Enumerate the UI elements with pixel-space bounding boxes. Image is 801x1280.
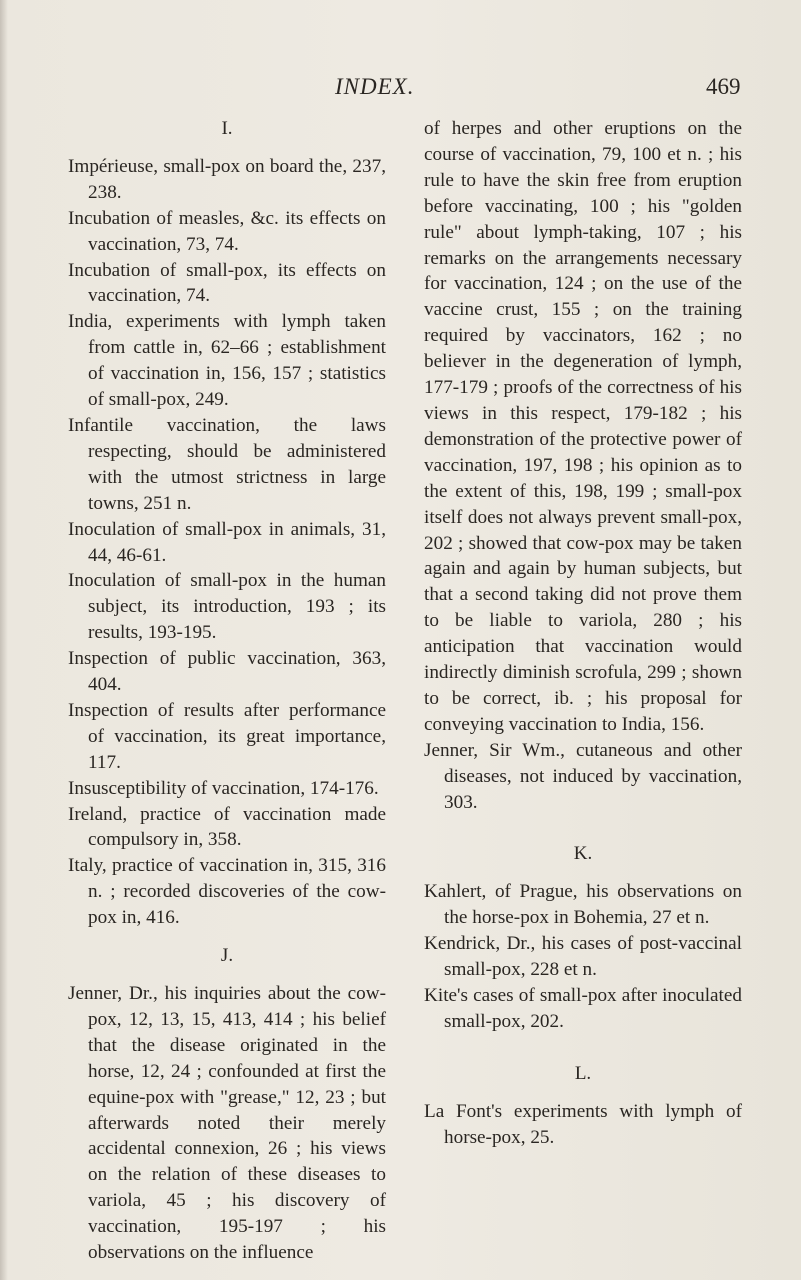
index-entry-continuation: of herpes and other eruptions on the course of vaccination, 79, 100 et n. ; his rule to have the skin free from eruption before vaccinating, 100 ; his "golden rule" about lymph-taking, 107 ; his remarks on the arrangements necessary for vaccination, 124 ; on the use of the vaccine crust, 155 ; on the training required by vaccinators, 162 ; no believer in the degeneration of lymph, 177-179 ; proofs of the correctness of his views in this respect, 179-182 ; his demonstration of the protective power of vaccination, 197, 198 ; his opinion as to the extent of this, 198, 199 ; small-pox itself does not always prevent small-pox, 202 ; showed that cow-pox may be taken again and again by human subjects, but that a second taking did not prove them to be liable to variola, 280 ; his anticipation that vaccination would indirectly diminish scrofula, 299 ; shown to be correct, ib. ; his proposal for conveying vaccination to India, 156.: [424, 118, 742, 735]
index-entry: La Font's experiments with lymph of horse-pox, 25.: [424, 1100, 742, 1148]
index-entry: Kendrick, Dr., his cases of post-vaccinal small-pox, 228 et n.: [424, 933, 742, 981]
index-entry: Inspection of results after performance of vaccination, its great importance, 117.: [68, 699, 386, 773]
running-head-title: INDEX.: [335, 74, 415, 99]
index-entry: Kahlert, of Prague, his observations on the horse-pox in Bohemia, 27 et n.: [424, 881, 742, 929]
index-entry: Infantile vaccination, the laws respecting, should be administered with the utmost strictness in large towns, 251 n.: [68, 414, 386, 514]
index-entry: Ireland, practice of vaccination made compulsory in, 358.: [68, 803, 386, 851]
index-entry: Incubation of small-pox, its effects on vaccination, 74.: [68, 259, 386, 307]
index-entry: Impérieuse, small-pox on board the, 237, 238.: [68, 155, 386, 203]
left-column: [68, 116, 386, 1266]
page-edge-shadow: [0, 0, 8, 1280]
index-entry: Kite's cases of small-pox after inoculated small-pox, 202.: [424, 985, 742, 1032]
index-entry: Jenner, Sir Wm., cutaneous and other diseases, not induced by vaccination, 303.: [424, 739, 742, 813]
index-entry-jenner: Jenner, Dr., his inquiries about the cow-pox, 12, 13, 15, 413, 414 ; his belief that the disease originated in the horse, 12, 24 ; confounded at first the equine-pox with "grease," 12, 23 ; but afterwards noted their merely accidental connexion, 26 ; his views on the relation of these diseases to variola, 45 ; his discovery of vaccination, 195-197 ; his observations on the influence: [68, 983, 386, 1264]
section-letter-l: L.: [574, 1062, 592, 1084]
section-letter-k: K.: [573, 843, 593, 865]
running-head: [0, 74, 801, 104]
index-entry: Inoculation of small-pox in animals, 31, 44, 46-61.: [68, 518, 386, 566]
index-entry: Italy, practice of vaccination in, 315, 316 n. ; recorded discoveries of the cow-pox in, 416.: [68, 855, 386, 929]
section-letter-j: J.: [220, 945, 234, 967]
index-entry: India, experiments with lymph taken from cattle in, 62–66 ; establishment of vaccination in, 156, 157 ; statistics of small-pox, 249.: [68, 311, 386, 411]
index-entry: Insusceptibility of vaccination, 174-176.: [68, 777, 379, 799]
index-entry: Inspection of public vaccination, 363, 404.: [68, 648, 386, 696]
section-letter-i: I.: [221, 118, 233, 139]
right-column: [424, 116, 742, 1151]
index-entry: Incubation of measles, &c. its effects on vaccination, 73, 74.: [68, 207, 386, 255]
page-number: 469: [706, 74, 741, 99]
index-entry: Inoculation of small-pox in the human subject, its introduction, 193 ; its results, 193-195.: [68, 570, 386, 644]
